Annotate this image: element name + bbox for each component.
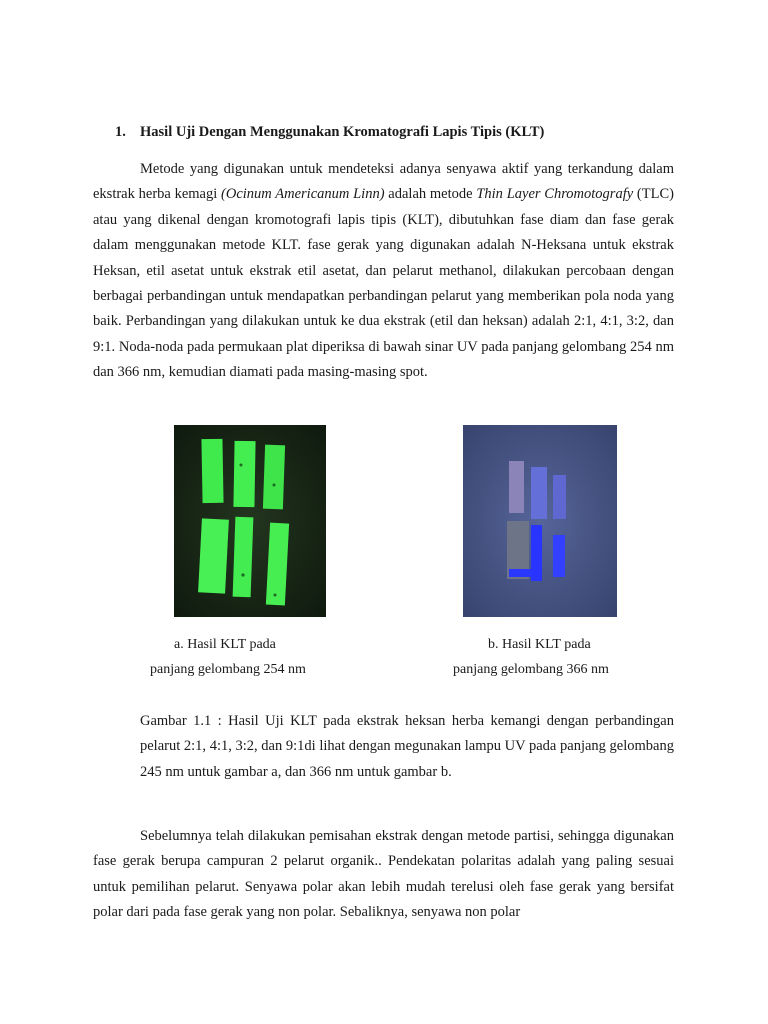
figure-b-caption-line1: b. Hasil KLT pada	[488, 637, 591, 652]
species-name: (Ocinum Americanum Linn)	[221, 186, 385, 203]
tlc-plates-blue-image	[463, 425, 617, 617]
paragraph-text: adalah metode	[384, 186, 477, 203]
paragraph-partition	[93, 824, 674, 926]
figure-a-tlc-254nm	[174, 425, 326, 617]
paragraph-text: Sebelumnya telah dilakukan pemisahan ekstrak dengan metode partisi, sehingga digunakan fase gerak berupa campuran 2 pelarut organik.. Pendekatan polaritas adalah yang paling sesuai untuk pemilihan pelarut. Senyawa polar akan lebih mudah terelusi oleh fase gerak yang bersifat polar dari pada fase gerak yang non polar. Sebaliknya, senyawa non polar	[93, 828, 674, 921]
figure-b-tlc-366nm	[463, 425, 617, 617]
figure-b-caption-line2: panjang gelombang 366 nm	[453, 662, 609, 677]
paragraph-text: Metode yang digunakan untuk mendeteksi adanya senyawa aktif yang terkandung dalam ekstrak herba kemagi	[93, 161, 674, 203]
section-title: Hasil Uji Dengan Menggunakan Kromatografi Lapis Tipis (KLT)	[140, 124, 545, 140]
figure-a-caption-line2: panjang gelombang 254 nm	[150, 662, 306, 677]
section-number: 1.	[115, 124, 126, 140]
section-heading	[115, 124, 544, 141]
tlc-plates-green-image	[174, 425, 326, 617]
paragraph-text: (TLC) atau yang dikenal dengan kromotografi lapis tipis (KLT), dibutuhkan fase diam dan fase gerak dalam menggunakan metode KLT. fase gerak yang digunakan adalah N-Heksana untuk ekstrak Heksan, etil asetat untuk ekstrak etil asetat, dan pelarut methanol, dilakukan percobaan dengan berbagai perbandingan untuk mendapatkan perbandingan pelarut yang memberikan pola noda yang baik. Perbandingan yang dilakukan untuk ke dua ekstrak (etil dan heksan) adalah 2:1, 4:1, 3:2, dan 9:1. Noda-noda pada permukaan plat diperiksa di bawah sinar UV pada panjang gelombang 254 nm dan 366 nm, kemudian diamati pada masing-masing spot.	[93, 186, 674, 381]
method-name: Thin Layer Chromotografy	[476, 186, 634, 203]
paragraph-method	[93, 157, 674, 386]
figure-a-caption-line1: a. Hasil KLT pada	[174, 637, 276, 652]
figure-caption: Gambar 1.1 : Hasil Uji KLT pada ekstrak heksan herba kemangi dengan perbandingan pelarut 2:1, 4:1, 3:2, dan 9:1di lihat dengan megunakan lampu UV pada panjang gelombang 245 nm untuk gambar a, dan 366 nm untuk gambar b.	[140, 713, 674, 780]
